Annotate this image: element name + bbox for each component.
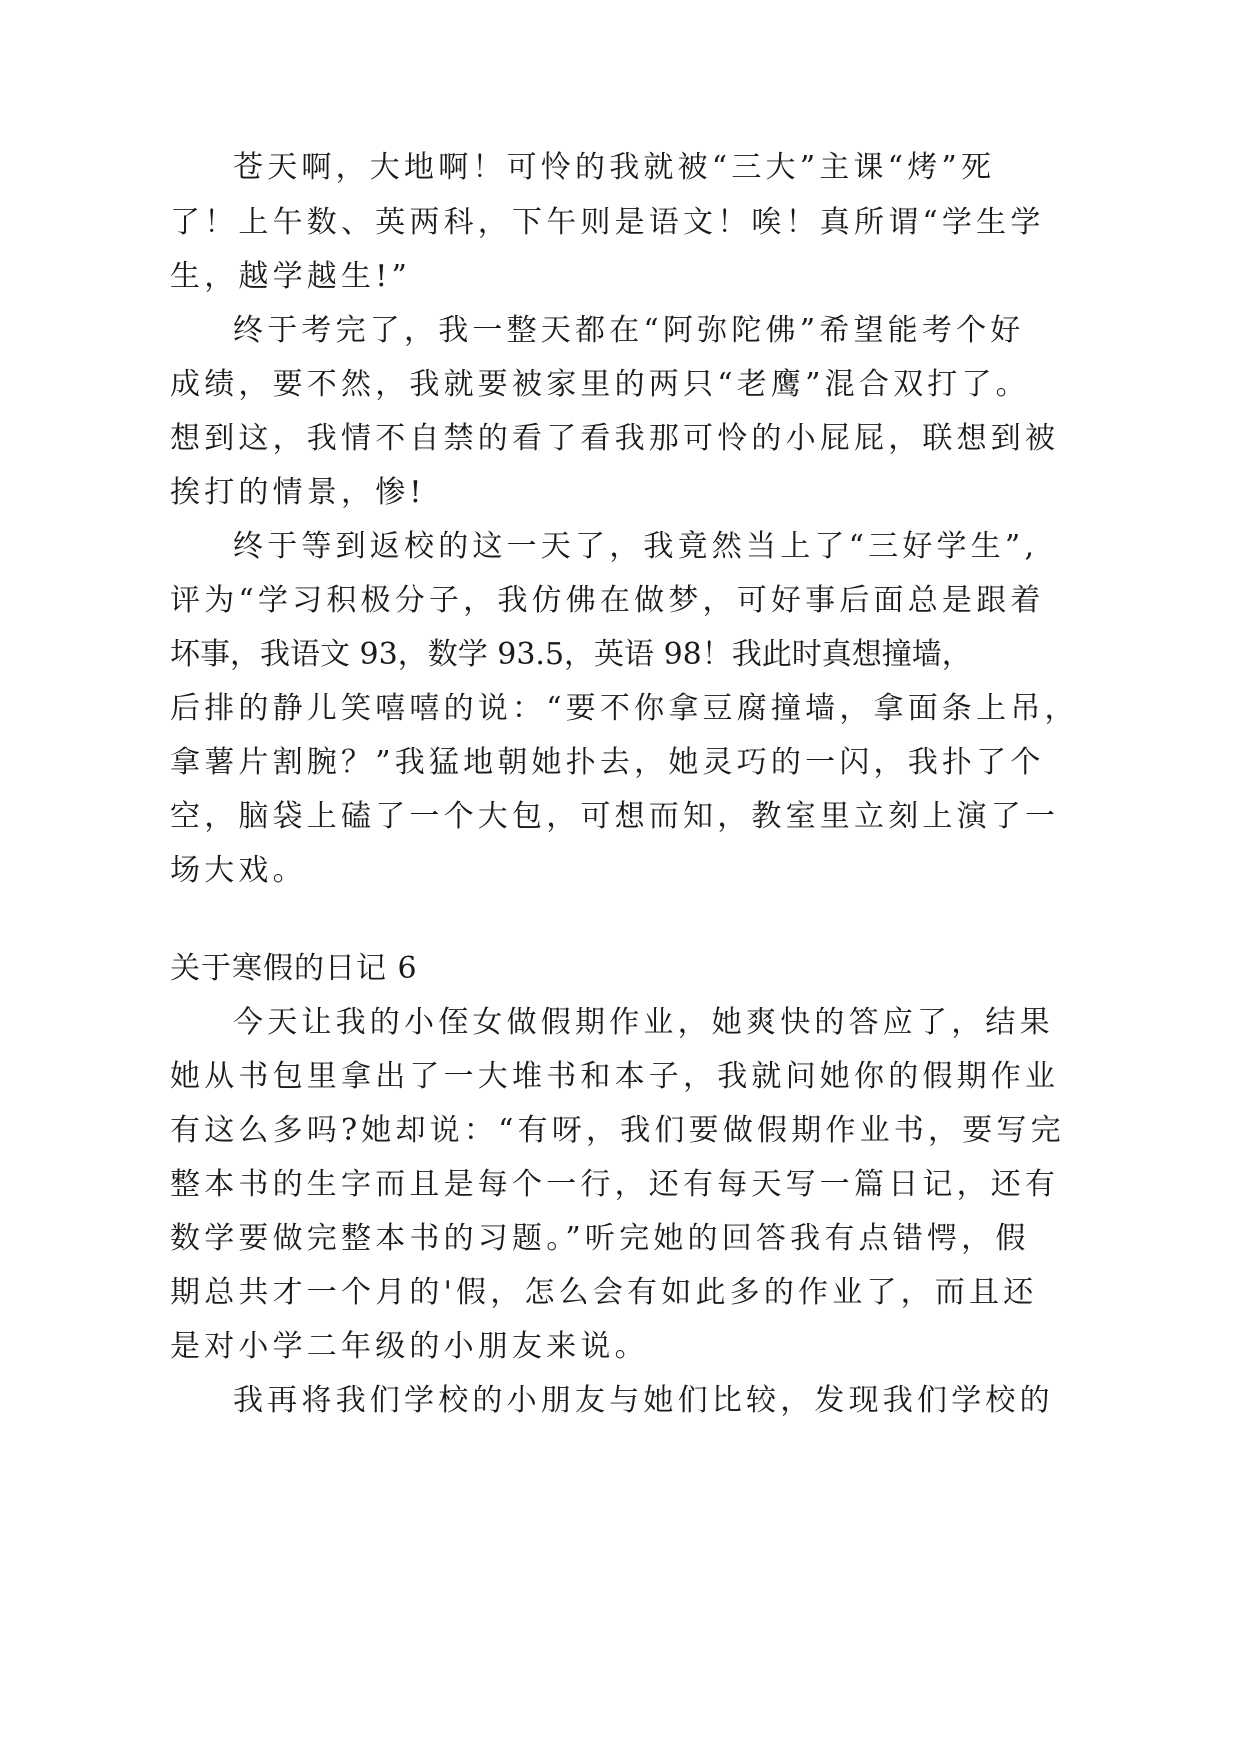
text-line: 拿薯片割腕？”我猛地朝她扑去，她灵巧的一闪，我扑了个 [170, 745, 1045, 780]
text-line: 期总共才一个月的'假，怎么会有如此多的作业了，而且还 [170, 1275, 1038, 1310]
text-line: 坏事，我语文 93，数学 93.5，英语 98！我此时真想撞墙， [170, 637, 972, 672]
text-line: 是对小学二年级的小朋友来说。 [170, 1329, 649, 1364]
text-line: 有这么多吗?她却说：“有呀，我们要做假期作业书，要写完 [170, 1113, 1065, 1148]
text-line: 后排的静儿笑嘻嘻的说：“要不你拿豆腐撞墙，拿面条上吊， [170, 691, 1079, 726]
section-heading: 关于寒假的日记 6 [170, 951, 418, 986]
text-line: 成绩，要不然，我就要被家里的两只“老鹰”混合双打了。 [170, 367, 1030, 402]
text-line: 数学要做完整本书的习题。”听完她的回答我有点错愕，假 [170, 1221, 1030, 1256]
text-line: 评为“学习积极分子，我仿佛在做梦，可好事后面总是跟着 [170, 583, 1045, 618]
text-line: 场大戏。 [170, 853, 307, 888]
text-line: 今天让我的小侄女做假期作业，她爽快的答应了，结果 [233, 1005, 1054, 1040]
text-line: 生，越学越生!” [170, 259, 411, 294]
text-line: 整本书的生字而且是每个一行，还有每天写一篇日记，还有 [170, 1167, 1060, 1202]
text-line: 了！上午数、英两科，下午则是语文！唉！真所谓“学生学 [170, 205, 1045, 240]
text-line: 她从书包里拿出了一大堆书和本子，我就问她你的假期作业 [170, 1059, 1060, 1094]
text-line: 想到这，我情不自禁的看了看我那可怜的小屁屁，联想到被 [170, 421, 1060, 456]
text-line: 终于等到返校的这一天了，我竟然当上了“三好学生”, [233, 529, 1039, 564]
text-line: 苍天啊，大地啊！可怜的我就被“三大”主课“烤”死 [233, 150, 996, 185]
text-line: 我再将我们学校的小朋友与她们比较，发现我们学校的 [233, 1383, 1054, 1418]
text-line: 空，脑袋上磕了一个大包，可想而知，教室里立刻上演了一 [170, 799, 1060, 834]
text-line: 终于考完了，我一整天都在“阿弥陀佛”希望能考个好 [233, 313, 1025, 348]
text-line: 挨打的情景，惨! [170, 475, 426, 510]
